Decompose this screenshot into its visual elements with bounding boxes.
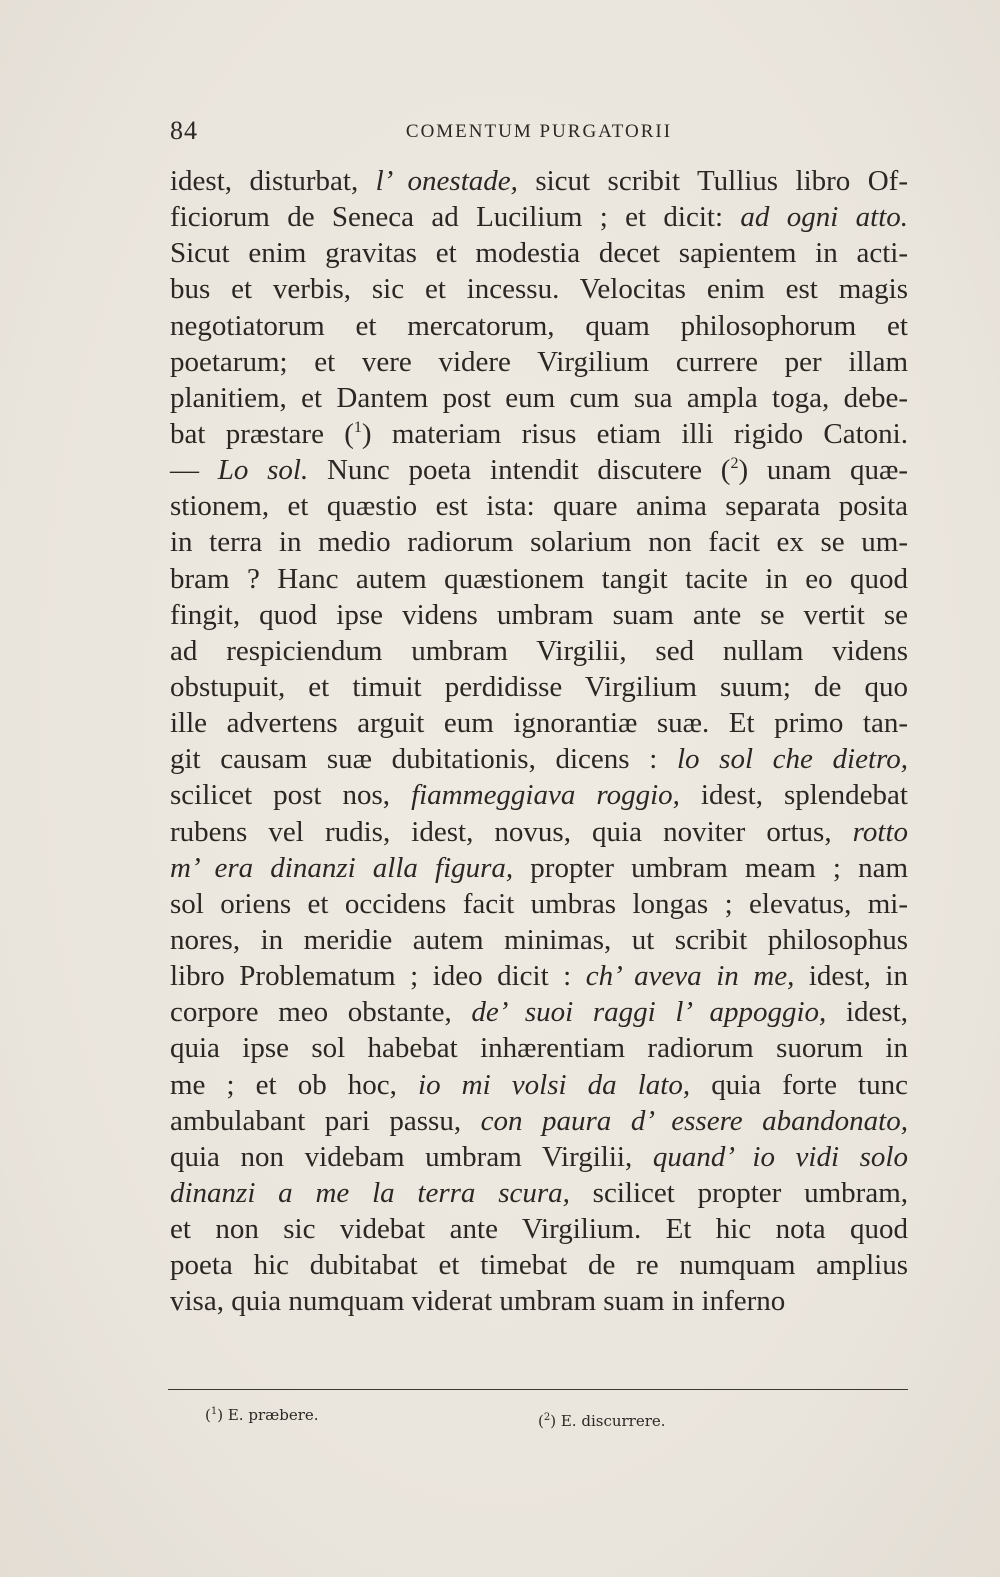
text-segment: ) materiam risus etiam illi rigido Catoni. — [361, 417, 908, 450]
italic-quotation: rotto — [852, 815, 908, 848]
text-segment: ambulabant pari passu, — [170, 1104, 481, 1137]
italic-quotation: con paura d’ essere abandonato, — [480, 1104, 908, 1137]
page-header — [170, 116, 908, 156]
text-segment: planitiem, et Dantem post eum cum sua ampla toga, debe- — [170, 381, 908, 414]
text-line — [170, 597, 908, 633]
footnote-rule — [168, 1389, 908, 1390]
text-line — [170, 994, 908, 1030]
text-segment: poeta hic dubitabat et timebat de re numquam amplius — [170, 1249, 908, 1282]
text-segment: ille advertens arguit eum ignorantiæ suæ. Et primo tan- — [170, 707, 908, 740]
text-line — [170, 308, 908, 344]
text-segment: quia non videbam umbram Virgilii, — [170, 1140, 653, 1173]
text-segment: sicut scribit Tullius libro Of- — [517, 165, 908, 197]
text-segment: fingit, quod ipse videns umbram suam ante se vertit se — [170, 598, 908, 631]
footnote-2-text: E. discurrere. — [556, 1412, 666, 1430]
italic-quotation: ch’ aveva in me, — [585, 960, 795, 993]
text-line — [170, 1247, 908, 1283]
italic-quotation: ad ogni atto. — [740, 201, 909, 234]
text-line — [170, 1067, 908, 1103]
text-line — [170, 958, 908, 994]
text-segment: corpore meo obstante, — [170, 996, 472, 1029]
text-segment: idest, disturbat, — [170, 165, 376, 197]
text-line — [170, 199, 908, 235]
text-segment: negotiatorum et mercatorum, quam philosophorum et — [170, 309, 908, 342]
text-segment: libro Problematum ; ideo dicit : — [170, 960, 586, 993]
text-line — [170, 235, 908, 271]
text-segment: et non sic videbat ante Virgilium. Et hic nota quod — [170, 1213, 908, 1246]
text-segment: quia ipse sol habebat inhærentiam radiorum suorum in — [170, 1032, 908, 1065]
footnotes — [205, 1406, 805, 1436]
text-segment: bram ? Hanc autem quæstionem tangit tacite in eo quod — [170, 562, 908, 595]
text-segment: rubens vel rudis, idest, novus, quia noviter ortus, — [170, 815, 853, 848]
text-line — [170, 1103, 908, 1139]
italic-quotation: de’ suoi raggi l’ appoggio, — [471, 996, 827, 1029]
text-line — [170, 922, 908, 958]
text-segment: nores, in meridie autem minimas, ut scribit philosophus — [170, 923, 908, 956]
text-segment: Nunc poeta intendit discutere ( — [308, 454, 731, 487]
text-line — [170, 1139, 908, 1175]
text-segment: git causam suæ dubitationis, dicens : — [170, 743, 677, 776]
text-line — [170, 886, 908, 922]
text-line — [170, 380, 908, 416]
italic-quotation: dinanzi a me la terra scura, — [170, 1176, 570, 1209]
text-line — [170, 452, 908, 488]
text-segment: obstupuit, et timuit perdidisse Virgilium suum; de quo — [170, 670, 908, 703]
text-line — [170, 1030, 908, 1066]
text-segment: idest, in — [794, 960, 908, 993]
text-segment: poetarum; et vere videre Virgilium currere per illam — [170, 345, 908, 378]
commentary-text — [170, 163, 908, 1320]
text-line — [170, 561, 908, 597]
running-title: COMENTUM PURGATORII — [405, 121, 673, 142]
text-segment: ficiorum de Seneca ad Lucilium ; et dicit: — [170, 201, 741, 234]
footnote-1-text: E. præbere. — [223, 1406, 319, 1424]
text-line — [170, 669, 908, 705]
text-line — [170, 344, 908, 380]
text-segment: idest, — [826, 996, 908, 1029]
text-segment: quia forte tunc — [690, 1068, 908, 1101]
text-line — [170, 416, 908, 452]
text-segment: Sicut enim gravitas et modestia decet sapientem in acti- — [170, 237, 908, 270]
italic-quotation: fiammeggiava roggio, — [411, 779, 680, 812]
text-segment: ad respiciendum umbram Virgilii, sed nullam videns — [170, 634, 908, 667]
footnote-1-mark: 1 — [210, 1406, 218, 1417]
italic-quotation: Lo sol. — [217, 454, 309, 487]
text-line — [170, 741, 908, 777]
text-segment: stionem, et quæstio est ista: quare anima separata posita — [170, 490, 908, 523]
text-line — [170, 850, 908, 886]
italic-quotation: lo sol che dietro, — [676, 743, 908, 776]
footnote-2-mark: 2 — [543, 1412, 551, 1423]
text-line — [170, 705, 908, 741]
text-segment: bat præstare ( — [170, 417, 354, 450]
text-line — [170, 163, 908, 199]
text-segment: me ; et ob hoc, — [170, 1068, 419, 1101]
italic-quotation: quand’ io vidi solo — [652, 1140, 908, 1173]
footnote-2: ($^2$) E. discurrere. — [538, 1412, 666, 1430]
text-segment: propter umbram meam ; nam — [513, 851, 908, 884]
text-segment: idest, splendebat — [679, 779, 908, 812]
text-segment: — — [170, 454, 218, 487]
text-line — [170, 814, 908, 850]
page-number: 84 — [170, 116, 198, 145]
italic-quotation: io mi volsi da lato, — [418, 1068, 691, 1101]
italic-quotation: l’ onestade, — [375, 165, 518, 197]
footnote-reference: 2 — [730, 455, 739, 473]
text-line — [170, 1283, 908, 1319]
text-segment: scilicet post nos, — [170, 779, 412, 812]
text-segment: sol oriens et occidens facit umbras longas ; elevatus, mi- — [170, 887, 908, 920]
footnote-reference: 1 — [353, 418, 362, 436]
text-segment: visa, quia numquam viderat umbram suam in inferno — [170, 1285, 786, 1318]
text-line — [170, 488, 908, 524]
italic-quotation: m’ era dinanzi alla figura, — [170, 851, 514, 884]
text-line — [170, 1175, 908, 1211]
text-line — [170, 524, 908, 560]
text-line — [170, 633, 908, 669]
text-segment: scilicet propter umbram, — [569, 1176, 909, 1209]
text-segment: ) unam quæ- — [738, 454, 909, 487]
footnote-1: ($^1$) E. præbere. — [205, 1406, 319, 1424]
text-line — [170, 777, 908, 813]
text-segment: bus et verbis, sic et incessu. Velocitas enim est magis — [170, 273, 908, 306]
text-line — [170, 1211, 908, 1247]
text-line — [170, 271, 908, 307]
text-segment: in terra in medio radiorum solarium non facit ex se um- — [170, 526, 908, 559]
